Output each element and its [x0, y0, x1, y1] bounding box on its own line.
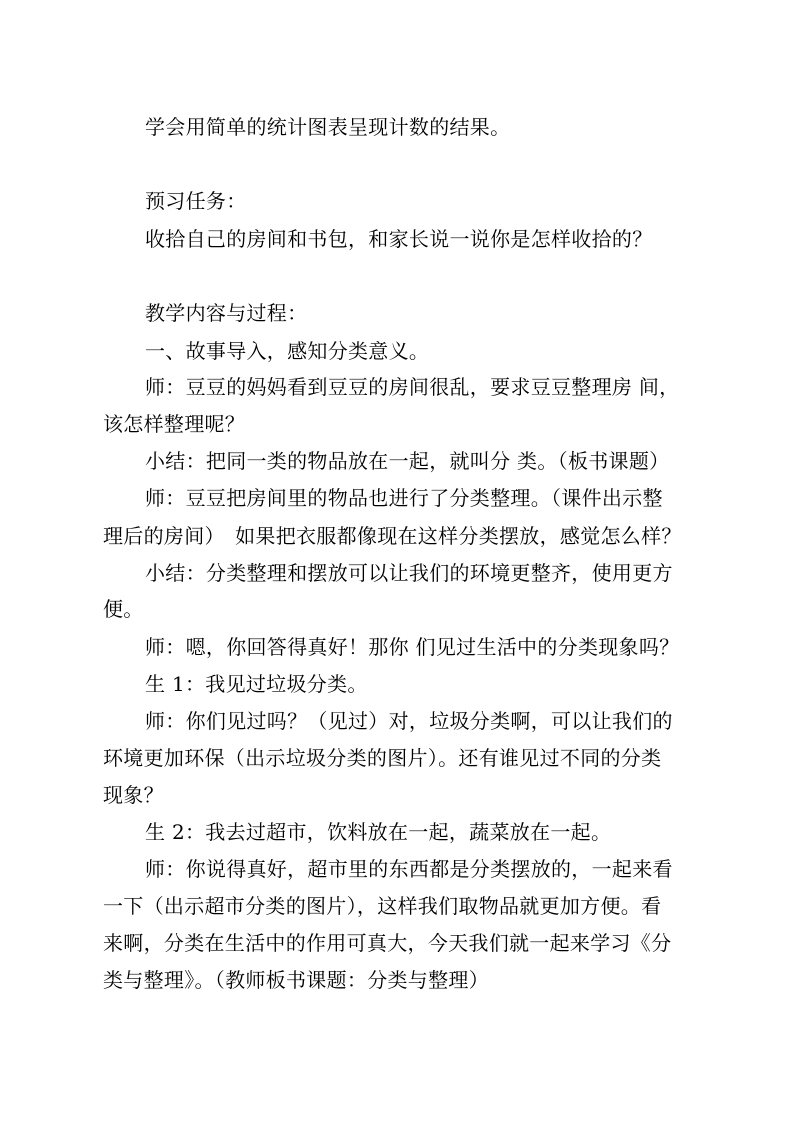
text-line: 师：豆豆把房间里的物品也进行了分类整理。（课件出示整 — [145, 486, 663, 510]
text-line: 生 2：我去过超市，饮料放在一起，蔬菜放在一起。 — [145, 820, 612, 844]
text-line: 师：你说得真好，超市里的东西都是分类摆放的，一起来看 — [145, 857, 673, 881]
text-line: 现象？ — [103, 783, 164, 807]
text-line: 小结：把同一类的物品放在一起，就叫分 类。（板书课题） — [145, 449, 670, 473]
text-line: 该怎样整理呢？ — [103, 412, 246, 436]
text-line: 一、故事导入，感知分类意义。 — [145, 339, 430, 363]
text-line: 环境更加环保（出示垃圾分类的图片）。还有谁见过不同的分类 — [103, 746, 662, 770]
text-line: 预习任务： — [145, 189, 247, 213]
text-line: 一下（出示超市分类的图片），这样我们取物品就更加方便。看 — [103, 894, 662, 918]
text-line: 收拾自己的房间和书包，和家长说一说你是怎样收拾的？ — [145, 227, 653, 251]
text-line: 理后的房间） 如果把衣服都像现在这样分类摆放，感觉怎么样？ — [103, 524, 682, 548]
text-line: 师：嗯，你回答得真好！那你 们见过生活中的分类现象吗？ — [145, 635, 680, 659]
text-line: 生 1：我见过垃圾分类。 — [145, 672, 368, 696]
text-line: 师：豆豆的妈妈看到豆豆的房间很乱，要求豆豆整理房 间， — [145, 375, 680, 399]
text-line: 教学内容与过程： — [145, 301, 308, 325]
text-line: 类与整理》。（教师板书课题：分类与整理） — [103, 968, 489, 992]
text-line: 来啊，分类在生活中的作用可真大，今天我们就一起来学习《分 — [103, 931, 672, 955]
text-line: 小结：分类整理和摆放可以让我们的环境更整齐，使用更方 — [145, 561, 673, 585]
text-line: 师：你们见过吗？（见过）对，垃圾分类啊，可以让我们的 — [145, 709, 673, 733]
text-line: 学会用简单的统计图表呈现计数的结果。 — [145, 115, 511, 139]
text-line: 便。 — [103, 597, 144, 621]
